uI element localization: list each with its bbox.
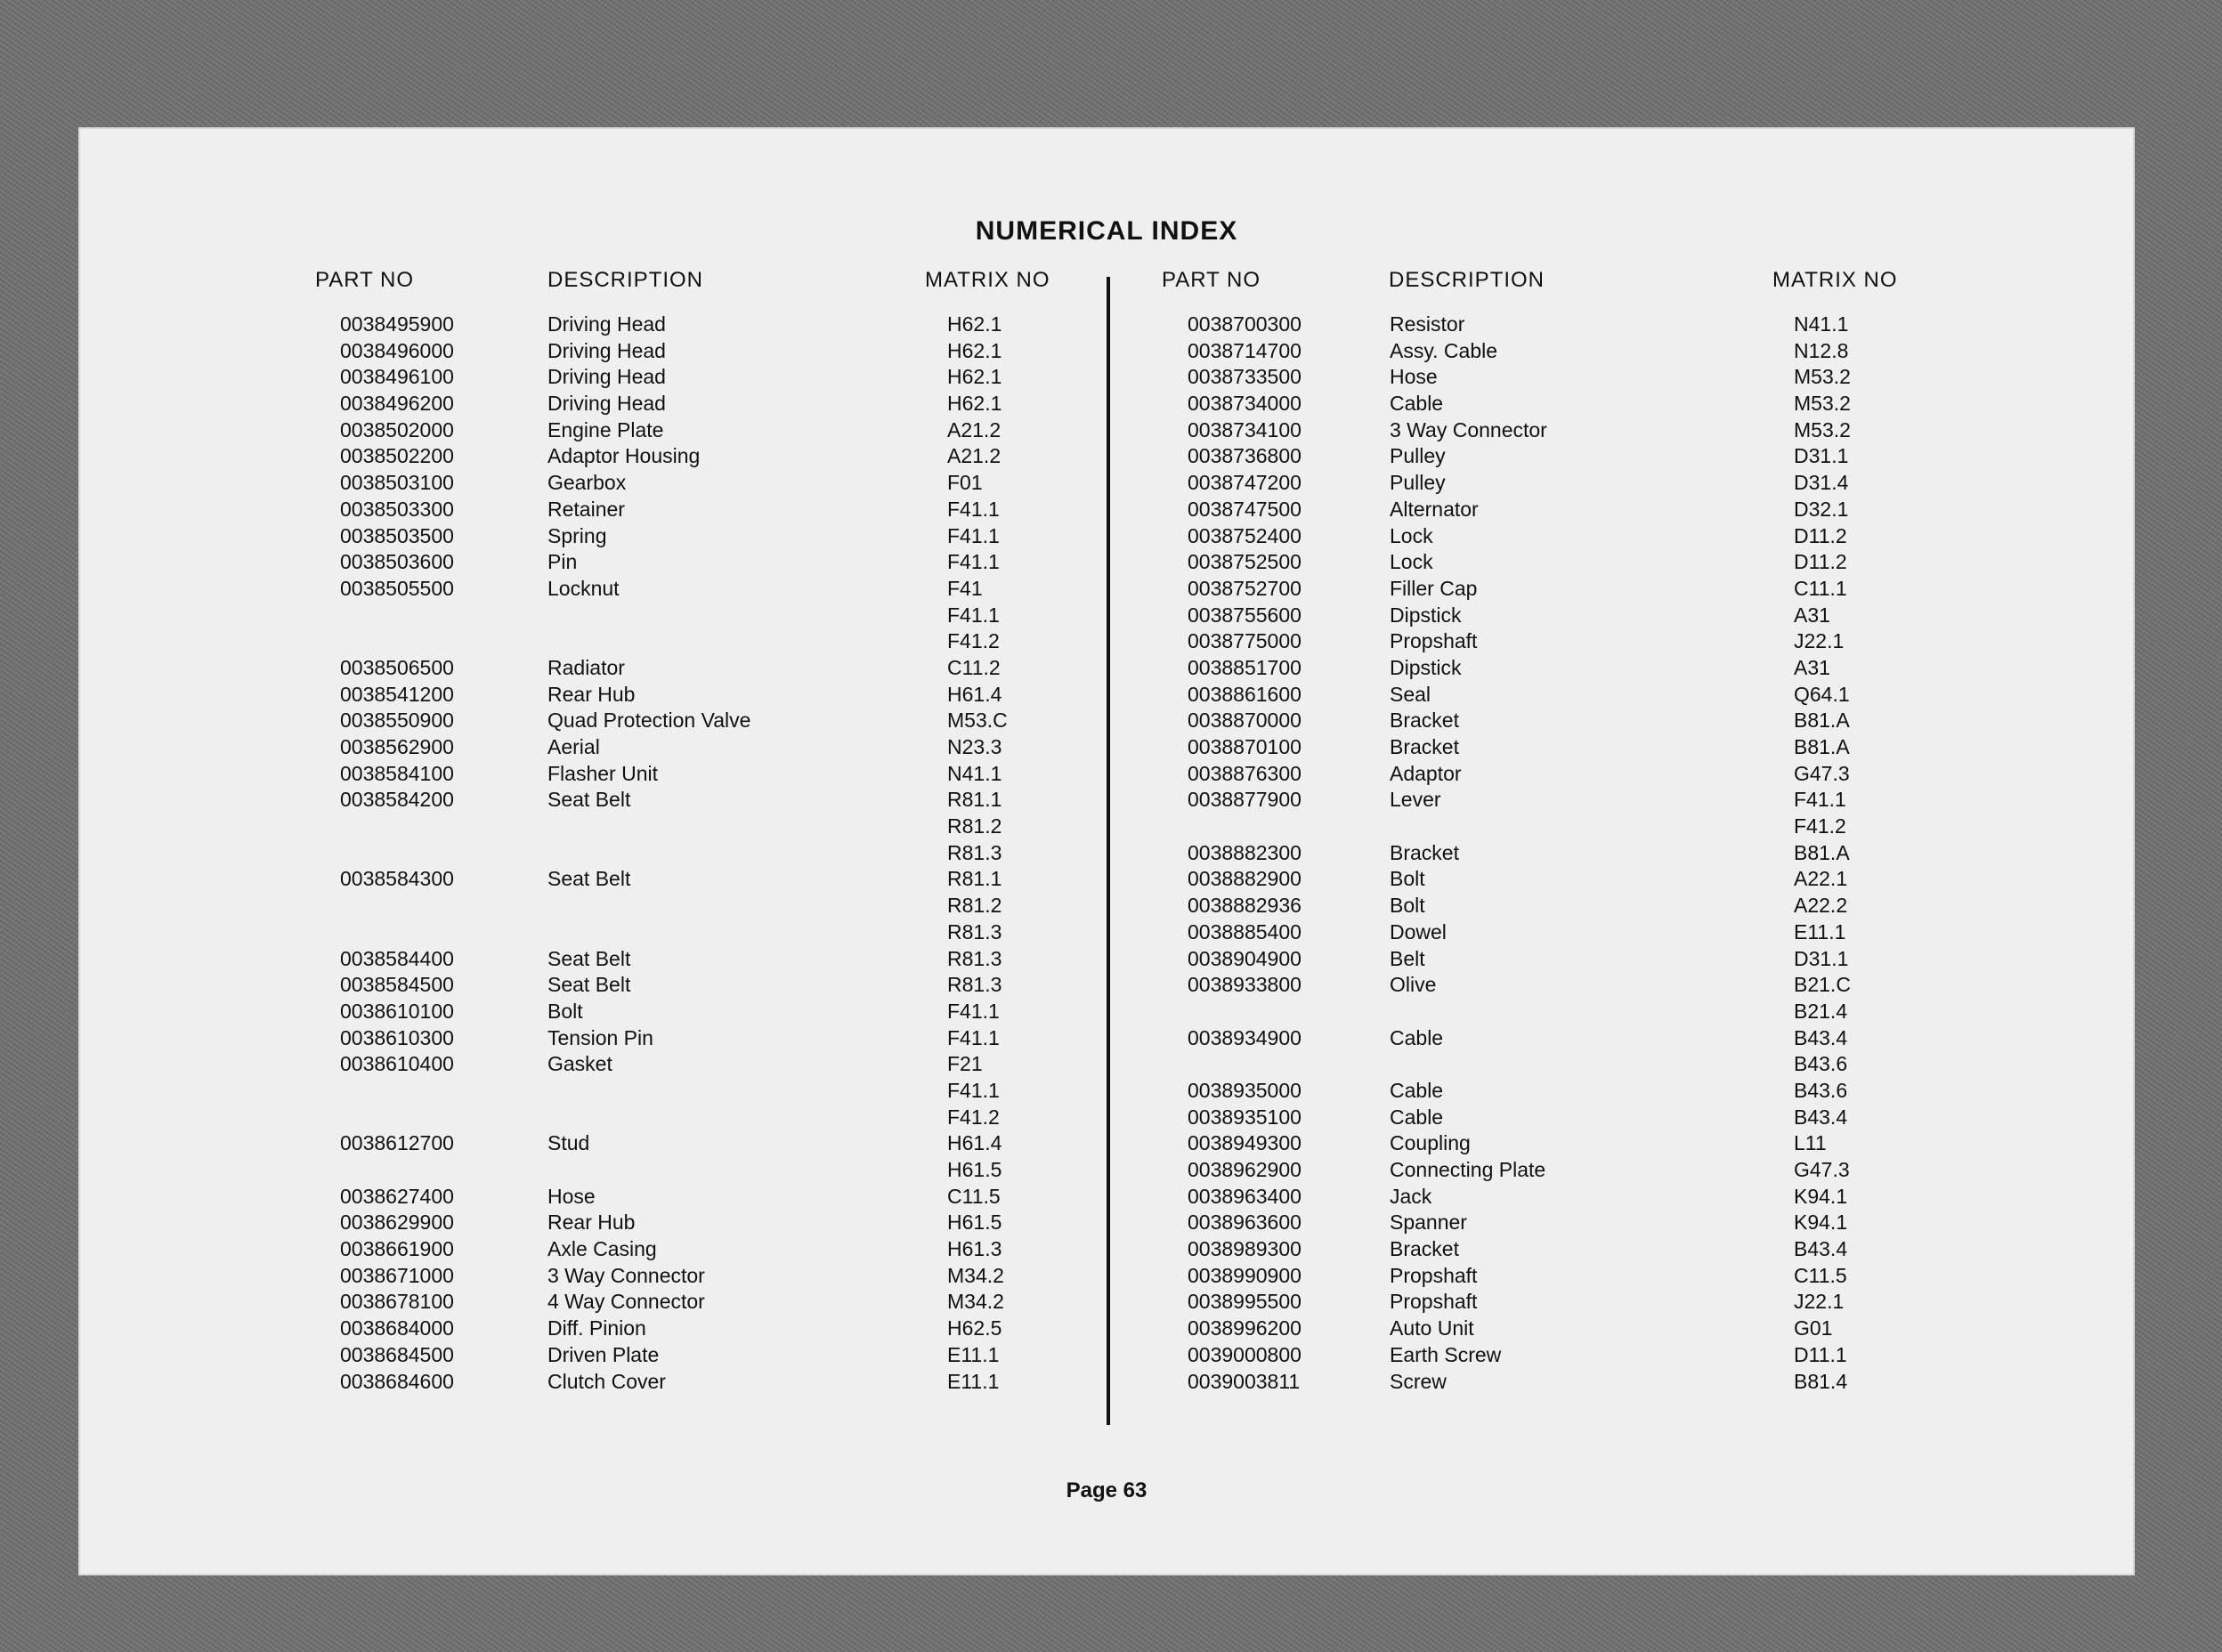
matrix-number-cell: H61.5 (947, 1211, 1002, 1235)
description-cell: Bracket (1390, 709, 1459, 733)
matrix-number-cell: J22.1 (1794, 1290, 1845, 1314)
description-cell: Resistor (1390, 312, 1465, 336)
description-cell: Flasher Unit (547, 761, 658, 785)
part-number-cell: 0038496000 (340, 338, 454, 362)
part-number-cell: 0038734000 (1188, 392, 1302, 416)
matrix-number-cell: B43.4 (1794, 1025, 1848, 1049)
part-number-cell: 0038949300 (1188, 1131, 1302, 1155)
description-cell: Quad Protection Valve (547, 709, 751, 733)
part-number-cell: 0038990900 (1188, 1263, 1302, 1287)
matrix-number-cell: F41.1 (947, 497, 1000, 521)
matrix-number-cell: B43.6 (1794, 1052, 1848, 1076)
description-cell: Dowel (1390, 919, 1447, 943)
part-number-cell: 0038962900 (1188, 1158, 1302, 1181)
matrix-number-cell: E11.1 (947, 1369, 1000, 1393)
matrix-number-cell: F41.1 (947, 523, 1000, 547)
description-cell: Cable (1390, 392, 1444, 416)
description-cell: Pulley (1390, 471, 1446, 495)
matrix-number-cell: H62.5 (947, 1316, 1002, 1340)
matrix-number-cell: R81.3 (947, 919, 1002, 943)
part-number-cell: 0038671000 (340, 1263, 454, 1287)
matrix-number-cell: B43.4 (1794, 1105, 1848, 1129)
part-number-cell: 0038505500 (340, 576, 454, 600)
description-cell: Rear Hub (547, 682, 636, 706)
part-number-cell: 0038876300 (1188, 761, 1302, 785)
left-description-header: DESCRIPTION (547, 268, 704, 292)
matrix-number-cell: D11.1 (1794, 1342, 1847, 1366)
matrix-number-cell: B21.C (1794, 973, 1851, 997)
description-cell: Driving Head (547, 338, 666, 362)
matrix-number-cell: R81.2 (947, 894, 1002, 918)
matrix-number-cell: L11 (1794, 1131, 1827, 1155)
description-cell: Axle Casing (547, 1237, 657, 1261)
matrix-number-cell: A31 (1794, 655, 1830, 679)
matrix-number-cell: C11.2 (947, 655, 1001, 679)
part-number-cell: 0038503300 (340, 497, 454, 521)
matrix-number-cell: B81.A (1794, 840, 1850, 864)
matrix-number-cell: D31.1 (1794, 946, 1849, 970)
matrix-number-cell: K94.1 (1794, 1211, 1848, 1235)
description-cell: Alternator (1390, 497, 1479, 521)
matrix-number-cell: D31.1 (1794, 444, 1849, 468)
part-number-cell: 0038610300 (340, 1025, 454, 1049)
matrix-number-cell: D11.2 (1794, 523, 1847, 547)
matrix-number-cell: D11.2 (1794, 550, 1847, 574)
part-number-cell: 0038502200 (340, 444, 454, 468)
description-cell: Propshaft (1390, 1290, 1478, 1314)
part-number-cell: 0038934900 (1188, 1025, 1302, 1049)
part-number-cell: 0038775000 (1188, 629, 1302, 653)
description-cell: Locknut (547, 576, 620, 600)
part-number-cell: 0038882300 (1188, 840, 1302, 864)
part-number-cell: 0039000800 (1188, 1342, 1302, 1366)
part-number-cell: 0038752500 (1188, 550, 1302, 574)
description-cell: Bolt (1390, 894, 1425, 918)
part-number-cell: 0038496100 (340, 365, 454, 389)
description-cell: Clutch Cover (547, 1369, 666, 1393)
description-cell: Spring (547, 523, 607, 547)
matrix-number-cell: B21.4 (1794, 999, 1848, 1023)
description-cell: Lock (1390, 523, 1433, 547)
part-number-cell: 0038870100 (1188, 735, 1302, 758)
description-cell: Cable (1390, 1105, 1444, 1129)
matrix-number-cell: H61.5 (947, 1158, 1002, 1181)
description-cell: Hose (547, 1184, 596, 1208)
matrix-number-cell: M53.2 (1794, 365, 1851, 389)
description-cell: Propshaft (1390, 629, 1478, 653)
description-cell: Gearbox (547, 471, 627, 495)
description-cell: Assy. Cable (1390, 338, 1498, 362)
part-number-cell: 0038935100 (1188, 1105, 1302, 1129)
part-number-cell: 0038877900 (1188, 788, 1302, 812)
matrix-number-cell: M53.2 (1794, 417, 1851, 441)
matrix-number-cell: M53.C (947, 709, 1008, 733)
matrix-number-cell: G47.3 (1794, 761, 1850, 785)
description-cell: Driving Head (547, 365, 666, 389)
part-number-cell: 0038963400 (1188, 1184, 1302, 1208)
matrix-number-cell: C11.5 (947, 1184, 1001, 1208)
part-number-cell: 0038851700 (1188, 655, 1302, 679)
part-number-cell: 0038882900 (1188, 867, 1302, 891)
part-number-cell: 0038684500 (340, 1342, 454, 1366)
matrix-number-cell: M53.2 (1794, 392, 1851, 416)
part-number-cell: 0038661900 (340, 1237, 454, 1261)
part-number-cell: 0038752400 (1188, 523, 1302, 547)
description-cell: Cable (1390, 1025, 1444, 1049)
page-number: Page 63 (1066, 1478, 1147, 1502)
part-number-cell: 0038684000 (340, 1316, 454, 1340)
description-cell: Gasket (547, 1052, 612, 1076)
matrix-number-cell: F41.1 (1794, 788, 1846, 812)
description-cell: Earth Screw (1390, 1342, 1502, 1366)
matrix-number-cell: R81.3 (947, 840, 1002, 864)
matrix-number-cell: C11.1 (1794, 576, 1847, 600)
matrix-number-cell: R81.2 (947, 814, 1002, 838)
matrix-number-cell: G47.3 (1794, 1158, 1850, 1181)
matrix-number-cell: R81.3 (947, 946, 1002, 970)
description-cell: Dipstick (1390, 655, 1462, 679)
matrix-number-cell: D32.1 (1794, 497, 1849, 521)
matrix-number-cell: F41 (947, 576, 983, 600)
description-cell: Auto Unit (1390, 1316, 1474, 1340)
description-cell: Coupling (1390, 1131, 1471, 1155)
part-number-cell: 0038584500 (340, 973, 454, 997)
description-cell: 3 Way Connector (547, 1263, 705, 1287)
description-cell: Screw (1390, 1369, 1447, 1393)
matrix-number-cell: A22.1 (1794, 867, 1848, 891)
description-cell: Bracket (1390, 1237, 1459, 1261)
part-number-cell: 0038584300 (340, 867, 454, 891)
description-cell: Bolt (547, 999, 583, 1023)
right-matrix-no-header: MATRIX NO (1772, 268, 1898, 292)
index-sheet (78, 127, 2135, 1575)
matrix-number-cell: F41.2 (1794, 814, 1846, 838)
part-number-cell: 0038678100 (340, 1290, 454, 1314)
matrix-number-cell: A21.2 (947, 444, 1002, 468)
part-number-cell: 0038627400 (340, 1184, 454, 1208)
part-number-cell: 0038496200 (340, 392, 454, 416)
description-cell: 4 Way Connector (547, 1290, 705, 1314)
part-number-cell: 0038933800 (1188, 973, 1302, 997)
matrix-number-cell: R81.3 (947, 973, 1002, 997)
description-cell: Dipstick (1390, 603, 1462, 627)
description-cell: Diff. Pinion (547, 1316, 646, 1340)
matrix-number-cell: F41.1 (947, 1025, 1000, 1049)
part-number-cell: 0038550900 (340, 709, 454, 733)
description-cell: Stud (547, 1131, 590, 1155)
matrix-number-cell: M34.2 (947, 1263, 1004, 1287)
part-number-cell: 0038629900 (340, 1211, 454, 1235)
part-number-cell: 0038684600 (340, 1369, 454, 1393)
description-cell: Seat Belt (547, 867, 631, 891)
part-number-cell: 0038503100 (340, 471, 454, 495)
description-cell: Belt (1390, 946, 1425, 970)
matrix-number-cell: A22.2 (1794, 894, 1848, 918)
description-cell: Aerial (547, 735, 600, 758)
description-cell: Filler Cap (1390, 576, 1478, 600)
left-matrix-no-header: MATRIX NO (925, 268, 1050, 292)
matrix-number-cell: H62.1 (947, 392, 1002, 416)
part-number-cell: 0038963600 (1188, 1211, 1302, 1235)
description-cell: Seal (1390, 682, 1431, 706)
part-number-cell: 0038935000 (1188, 1078, 1302, 1102)
description-cell: Seat Belt (547, 788, 631, 812)
matrix-number-cell: R81.1 (947, 867, 1002, 891)
part-number-cell: 0038882936 (1188, 894, 1302, 918)
part-number-cell: 0039003811 (1188, 1369, 1301, 1393)
description-cell: Bracket (1390, 735, 1459, 758)
description-cell: Driving Head (547, 312, 666, 336)
matrix-number-cell: C11.5 (1794, 1263, 1847, 1287)
part-number-cell: 0038612700 (340, 1131, 454, 1155)
matrix-number-cell: F41.2 (947, 629, 1000, 653)
description-cell: Rear Hub (547, 1211, 636, 1235)
part-number-cell: 0038904900 (1188, 946, 1302, 970)
matrix-number-cell: R81.1 (947, 788, 1002, 812)
description-cell: Pin (547, 550, 578, 574)
matrix-number-cell: B81.A (1794, 735, 1850, 758)
description-cell: 3 Way Connector (1390, 417, 1547, 441)
right-part-no-header: PART NO (1162, 268, 1261, 292)
description-cell: Tension Pin (547, 1025, 653, 1049)
description-cell: Propshaft (1390, 1263, 1478, 1287)
part-number-cell: 0038734100 (1188, 417, 1302, 441)
matrix-number-cell: H62.1 (947, 365, 1002, 389)
description-cell: Driven Plate (547, 1342, 660, 1366)
matrix-number-cell: H61.4 (947, 1131, 1002, 1155)
right-description-header: DESCRIPTION (1389, 268, 1545, 292)
matrix-number-cell: F21 (947, 1052, 983, 1076)
description-cell: Bracket (1390, 840, 1459, 864)
matrix-number-cell: F41.1 (947, 999, 1000, 1023)
part-number-cell: 0038503500 (340, 523, 454, 547)
matrix-number-cell: H61.4 (947, 682, 1002, 706)
part-number-cell: 0038996200 (1188, 1316, 1302, 1340)
part-number-cell: 0038870000 (1188, 709, 1302, 733)
description-cell: Driving Head (547, 392, 666, 416)
part-number-cell: 0038752700 (1188, 576, 1302, 600)
part-number-cell: 0038610100 (340, 999, 454, 1023)
matrix-number-cell: N12.8 (1794, 338, 1849, 362)
matrix-number-cell: F41.2 (947, 1105, 1000, 1129)
part-number-cell: 0038733500 (1188, 365, 1302, 389)
description-cell: Lock (1390, 550, 1433, 574)
part-number-cell: 0038885400 (1188, 919, 1302, 943)
description-cell: Adaptor Housing (547, 444, 701, 468)
matrix-number-cell: D31.4 (1794, 471, 1849, 495)
matrix-number-cell: B81.4 (1794, 1369, 1848, 1393)
description-cell: Bolt (1390, 867, 1425, 891)
description-cell: Seat Belt (547, 973, 631, 997)
matrix-number-cell: Q64.1 (1794, 682, 1850, 706)
matrix-number-cell: M34.2 (947, 1290, 1004, 1314)
matrix-number-cell: N41.1 (947, 761, 1002, 785)
matrix-number-cell: E11.1 (947, 1342, 1000, 1366)
part-number-cell: 0038502000 (340, 417, 454, 441)
matrix-number-cell: F41.1 (947, 1078, 1000, 1102)
matrix-number-cell: N23.3 (947, 735, 1002, 758)
part-number-cell: 0038503600 (340, 550, 454, 574)
matrix-number-cell: B43.6 (1794, 1078, 1848, 1102)
description-cell: Hose (1390, 365, 1438, 389)
matrix-number-cell: H62.1 (947, 312, 1002, 336)
part-number-cell: 0038584200 (340, 788, 454, 812)
matrix-number-cell: J22.1 (1794, 629, 1845, 653)
part-number-cell: 0038861600 (1188, 682, 1302, 706)
part-number-cell: 0038562900 (340, 735, 454, 758)
description-cell: Pulley (1390, 444, 1446, 468)
description-cell: Connecting Plate (1390, 1158, 1546, 1181)
part-number-cell: 0038755600 (1188, 603, 1302, 627)
part-number-cell: 0038995500 (1188, 1290, 1302, 1314)
description-cell: Cable (1390, 1078, 1444, 1102)
description-cell: Engine Plate (547, 417, 664, 441)
part-number-cell: 0038541200 (340, 682, 454, 706)
matrix-number-cell: A31 (1794, 603, 1830, 627)
part-number-cell: 0038495900 (340, 312, 454, 336)
left-part-no-header: PART NO (315, 268, 415, 292)
matrix-number-cell: E11.1 (1794, 919, 1846, 943)
matrix-number-cell: K94.1 (1794, 1184, 1848, 1208)
description-cell: Spanner (1390, 1211, 1467, 1235)
matrix-number-cell: B43.4 (1794, 1237, 1848, 1261)
description-cell: Jack (1390, 1184, 1432, 1208)
matrix-number-cell: N41.1 (1794, 312, 1849, 336)
column-divider (1107, 277, 1110, 1425)
matrix-number-cell: H62.1 (947, 338, 1002, 362)
part-number-cell: 0038584400 (340, 946, 454, 970)
description-cell: Radiator (547, 655, 625, 679)
part-number-cell: 0038506500 (340, 655, 454, 679)
page-title: NUMERICAL INDEX (975, 216, 1238, 246)
matrix-number-cell: B81.A (1794, 709, 1850, 733)
part-number-cell: 0038747200 (1188, 471, 1302, 495)
description-cell: Olive (1390, 973, 1437, 997)
matrix-number-cell: A21.2 (947, 417, 1002, 441)
part-number-cell: 0038610400 (340, 1052, 454, 1076)
part-number-cell: 0038989300 (1188, 1237, 1302, 1261)
description-cell: Seat Belt (547, 946, 631, 970)
description-cell: Adaptor (1390, 761, 1462, 785)
part-number-cell: 0038736800 (1188, 444, 1302, 468)
part-number-cell: 0038584100 (340, 761, 454, 785)
part-number-cell: 0038747500 (1188, 497, 1302, 521)
matrix-number-cell: F41.1 (947, 550, 1000, 574)
part-number-cell: 0038700300 (1188, 312, 1302, 336)
matrix-number-cell: G01 (1794, 1316, 1833, 1340)
matrix-number-cell: F41.1 (947, 603, 1000, 627)
matrix-number-cell: F01 (947, 471, 983, 495)
matrix-number-cell: H61.3 (947, 1237, 1002, 1261)
description-cell: Lever (1390, 788, 1441, 812)
description-cell: Retainer (547, 497, 625, 521)
part-number-cell: 0038714700 (1188, 338, 1302, 362)
